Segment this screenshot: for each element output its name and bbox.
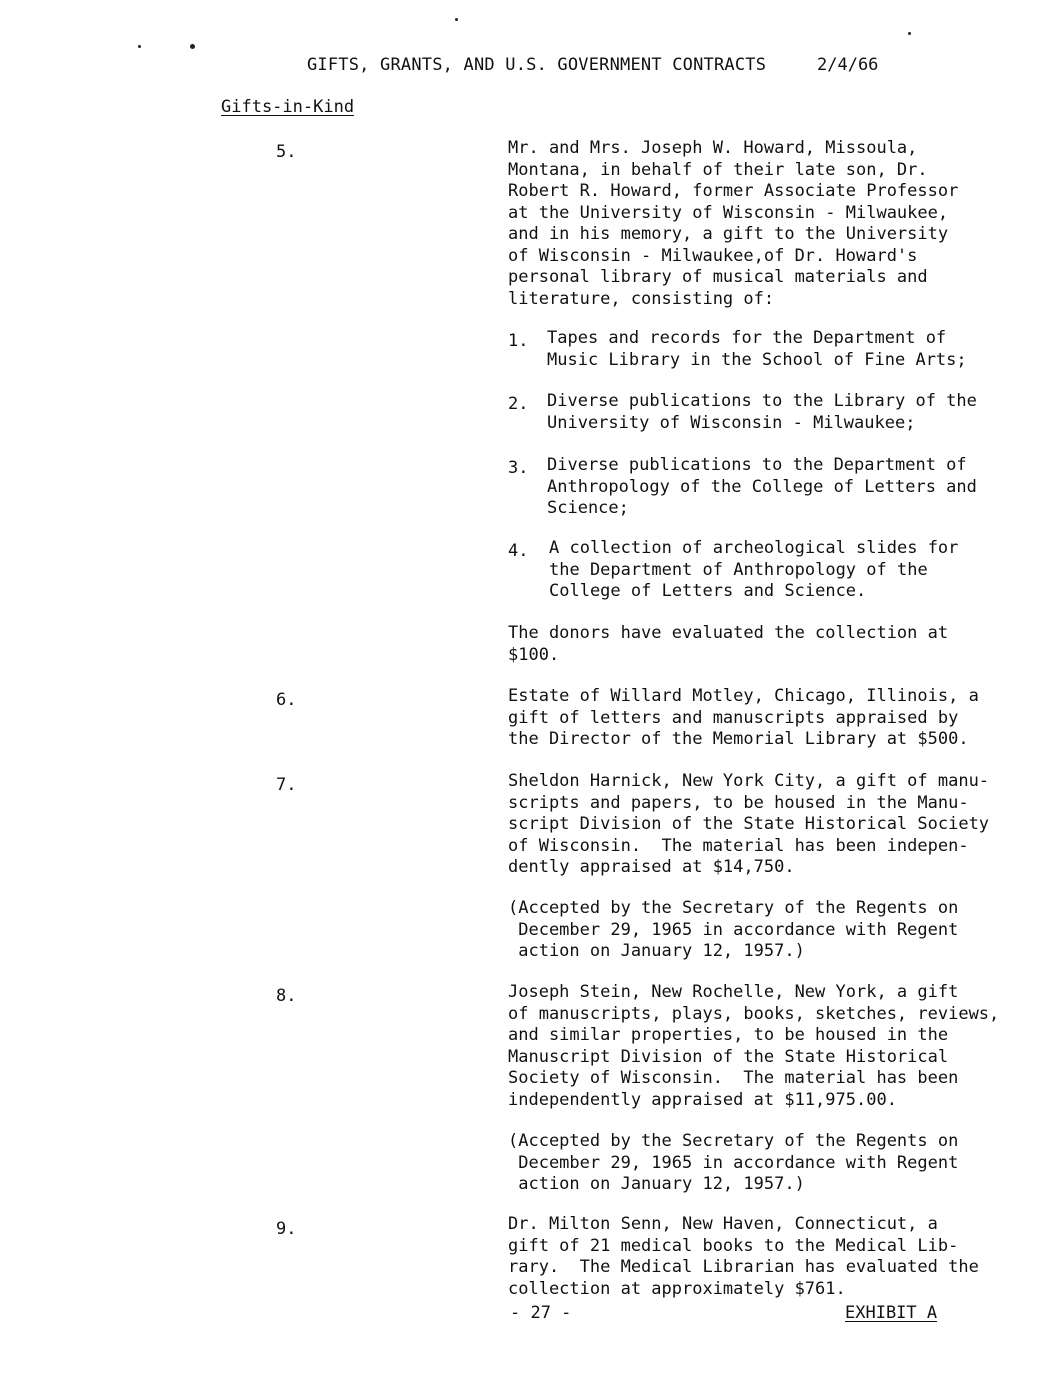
subitem-number: 2. bbox=[508, 394, 529, 414]
exhibit-label: EXHIBIT A bbox=[845, 1303, 938, 1323]
scan-speck bbox=[190, 44, 195, 49]
scan-speck bbox=[455, 18, 458, 21]
item-number: 9. bbox=[276, 1219, 297, 1239]
subitem-text: Diverse publications to the Library of the University of Wisconsin - Milwaukee; bbox=[547, 391, 977, 433]
item-note: (Accepted by the Secretary of the Regents on December 29, 1965 in accordance with Regent action on January 12, 1957.) bbox=[508, 898, 959, 961]
page-number: - 27 - bbox=[510, 1303, 572, 1323]
scan-speck bbox=[138, 45, 141, 48]
subitem-text: A collection of archeological slides for the Department of Anthropology of the College of Letters and Science. bbox=[549, 538, 959, 601]
scan-speck bbox=[908, 32, 911, 35]
section-heading: Gifts-in-Kind bbox=[221, 97, 355, 117]
item-number: 6. bbox=[276, 690, 297, 710]
item-number: 5. bbox=[276, 142, 297, 162]
item-closing: The donors have evaluated the collection at $100. bbox=[508, 623, 949, 665]
item-number: 8. bbox=[276, 986, 297, 1006]
item-text: Mr. and Mrs. Joseph W. Howard, Missoula, Montana, in behalf of their late son, Dr. Robert R. Howard, former Associate Professor at the University of Wisconsin - Milwaukee, and in his memory, a gift to the University of Wisconsin - Milwaukee,of Dr. Howard's personal library of musical materials and literature, consisting of: bbox=[508, 138, 959, 309]
item-text: Dr. Milton Senn, New Haven, Connecticut, a gift of 21 medical books to the Medical Lib- rary. The Medical Librarian has evaluated the collection at approximately $761. bbox=[508, 1214, 979, 1299]
page-header-date: 2/4/66 bbox=[817, 55, 879, 75]
subitem-text: Diverse publications to the Department of Anthropology of the College of Letters and Science; bbox=[547, 455, 977, 518]
item-text: Sheldon Harnick, New York City, a gift of manu- scripts and papers, to be housed in the Manu- script Division of the State Historical Society of Wisconsin. The material has been indepen- dently appraised at $14,750. bbox=[508, 771, 990, 877]
subitem-number: 3. bbox=[508, 458, 529, 478]
item-text: Estate of Willard Motley, Chicago, Illinois, a gift of letters and manuscripts appraised by the Director of the Memorial Library at $500. bbox=[508, 686, 979, 749]
item-number: 7. bbox=[276, 775, 297, 795]
subitem-number: 1. bbox=[508, 331, 529, 351]
subitem-text: Tapes and records for the Department of Music Library in the School of Fine Arts; bbox=[547, 328, 967, 370]
subitem-number: 4. bbox=[508, 541, 529, 561]
item-text: Joseph Stein, New Rochelle, New York, a gift of manuscripts, plays, books, sketches, reviews, and similar properties, to be housed in the Manuscript Division of the State Historical Society of Wisconsin. The material has been independently appraised at $11,975.00. bbox=[508, 982, 1000, 1110]
page-header-title: GIFTS, GRANTS, AND U.S. GOVERNMENT CONTRACTS bbox=[307, 55, 767, 75]
item-note: (Accepted by the Secretary of the Regents on December 29, 1965 in accordance with Regent action on January 12, 1957.) bbox=[508, 1131, 959, 1194]
